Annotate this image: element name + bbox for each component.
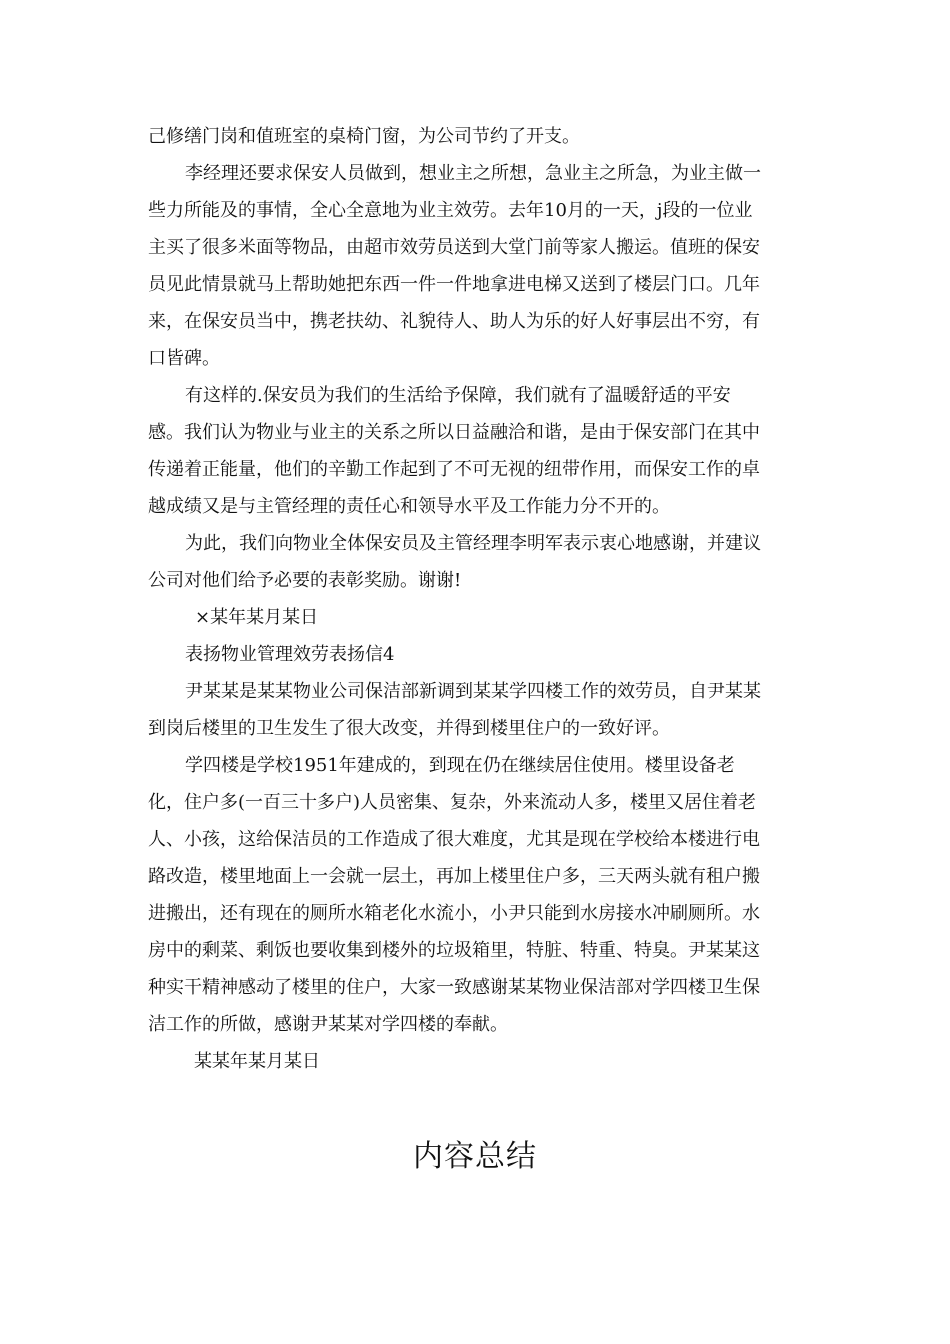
- signature-date-1: ×某年某月某日: [195, 607, 319, 628]
- section-heading-letter-4: 表扬物业管理效劳表扬信4: [185, 644, 395, 665]
- text-line-19: 化，住户多(一百三十多户)人员密集、复杂，外来流动人多，楼里又居住着老: [148, 792, 757, 813]
- text-line-9: 感。我们认为物业与业主的关系之所以日益融洽和谐，是由于保安部门在其中: [148, 422, 760, 443]
- text-line-23: 房中的剩菜、剩饭也要收集到楼外的垃圾箱里，特脏、特重、特臭。尹某某这: [148, 940, 760, 961]
- text-line-21: 路改造，楼里地面上一会就一层土，再加上楼里住户多，三天两头就有租户搬: [148, 866, 760, 887]
- text-line-4: 主买了很多米面等物品，由超市效劳员送到大堂门前等家人搬运。值班的保安: [148, 237, 760, 258]
- text-line-20: 人、小孩，这给保洁员的工作造成了很大难度，尤其是现在学校给本楼进行电: [148, 829, 760, 850]
- text-line-3: 些力所能及的事情，全心全意地为业主效劳。去年10月的一天，j段的一位业: [148, 200, 753, 221]
- text-line-11: 越成绩又是与主管经理的责任心和领导水平及工作能力分不开的。: [148, 496, 670, 517]
- text-line-10: 传递着正能量，他们的辛勤工作起到了不可无视的纽带作用，而保安工作的卓: [148, 459, 760, 480]
- paragraph-manager-requirements: 李经理还要求保安人员做到，想业主之所想，急业主之所急，为业主做一: [185, 163, 761, 184]
- summary-title: 内容总结: [413, 1139, 537, 1174]
- text-line-7: 口皆碑。: [148, 348, 220, 369]
- text-line-13: 公司对他们给予必要的表彰奖励。谢谢!: [148, 570, 462, 591]
- text-line-22: 进搬出，还有现在的厕所水箱老化水流小，小尹只能到水房接水冲刷厕所。水: [148, 903, 760, 924]
- paragraph-building-description: 学四楼是学校1951年建成的，到现在仍在继续居住使用。楼里设备老: [185, 755, 735, 776]
- text-line-25: 洁工作的所做，感谢尹某某对学四楼的奉献。: [148, 1014, 508, 1035]
- text-line-1: 己修缮门岗和值班室的桌椅门窗，为公司节约了开支。: [148, 126, 580, 147]
- text-line-5: 员见此情景就马上帮助她把东西一件一件地拿进电梯又送到了楼层门口。几年: [148, 274, 760, 295]
- text-line-17: 到岗后楼里的卫生发生了很大改变，并得到楼里住户的一致好评。: [148, 718, 670, 739]
- text-line-24: 种实干精神感动了楼里的住户，大家一致感谢某某物业保洁部对学四楼卫生保: [148, 977, 760, 998]
- paragraph-thanks: 为此，我们向物业全体保安员及主管经理李明军表示衷心地感谢，并建议: [185, 533, 761, 554]
- document-body: [148, 118, 808, 1080]
- text-line-6: 来，在保安员当中，携老扶幼、礼貌待人、助人为乐的好人好事层出不穷，有: [148, 311, 760, 332]
- signature-date-2: 某某年某月某日: [194, 1051, 320, 1072]
- paragraph-security-appreciation: 有这样的.保安员为我们的生活给予保障，我们就有了温暖舒适的平安: [185, 385, 731, 406]
- paragraph-cleaner-intro: 尹某某是某某物业公司保洁部新调到某某学四楼工作的效劳员，自尹某某: [185, 681, 761, 702]
